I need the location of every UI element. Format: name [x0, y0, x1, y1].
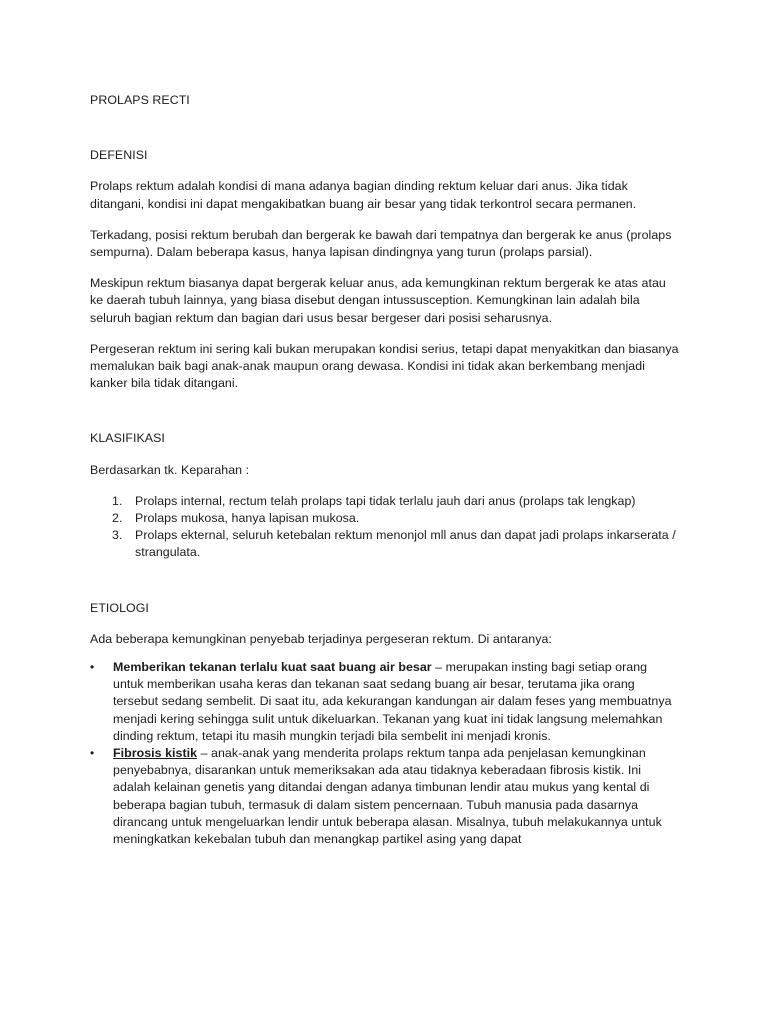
section-heading-etiologi: ETIOLOGI — [90, 600, 149, 615]
document-title: PROLAPS RECTI — [90, 93, 190, 107]
etiologi-term-fibrosis-link[interactable]: Fibrosis kistik — [113, 746, 198, 761]
definisi-paragraph-1: Prolaps rektum adalah kondisi di mana adanya bagian dinding rektum keluar dari anus. Jika tidak ditangani, kondisi ini dapat mengakibatkan buang air besar yang tidak terkontrol secara permanen. — [90, 179, 637, 211]
section-heading-definisi: DEFENISI — [90, 148, 148, 163]
etiologi-description-fibrosis: – anak-anak yang menderita prolaps rektum tanpa ada penjelasan kemungkinan penyebabnya, disarankan untuk memeriksakan ada atau tidaknya keberadaan fibrosis kistik. Ini adalah kelainan genetis yang ditandai dengan adanya timbunan lendir atau mukus yang kental di beberapa bagian tubuh, termasuk di dalam sistem pencernaan. Tubuh manusia pada dasarnya dirancang untuk mengeluarkan lendir untuk beberapa alasan. Misalnya, tubuh melakukannya untuk meningkatkan kekebalan tubuh dan menangkap partikel asing yang dapat — [113, 746, 662, 847]
list-item — [90, 527, 680, 561]
definisi-paragraph-3: Meskipun rektum biasanya dapat bergerak keluar anus, ada kemungkinan rektum bergerak ke atas atau ke daerah tubuh lainnya, yang biasa disebut dengan intussusception. Kemungkinan lain adalah bila seluruh bagian rektum dan bagian dari usus besar bergeser dari posisi seharusnya. — [90, 276, 666, 325]
document-content — [90, 92, 680, 848]
etiologi-description-tekanan: – merupakan insting bagi setiap orang untuk memberikan usaha keras dan tekanan saat sedang buang air besar, terutama jika orang tersebut sedang sembelit. Di saat itu, ada kekurangan kandungan air dalam feses yang membuatnya menjadi kering sehingga sulit untuk dikeluarkan. Tekanan yang kuat ini tidak langsung melemahkan dinding rektum, tetapi itu masih mungkin terjadi bila sembelit ini menjadi kronis. — [113, 660, 672, 743]
definisi-paragraph-2: Terkadang, posisi rektum berubah dan bergerak ke bawah dari tempatnya dan bergerak ke anus (prolaps sempurna). Dalam beberapa kasus, hanya lapisan dindingnya yang turun (prolaps parsial). — [90, 227, 672, 260]
list-item-number: 2. — [112, 511, 123, 526]
list-item — [90, 493, 680, 510]
bullet-icon: • — [90, 660, 95, 675]
etiologi-intro: Ada beberapa kemungkinan penyebab terjadinya pergeseran rektum. Di antaranya: — [90, 631, 552, 646]
section-heading-klasifikasi: KLASIFIKASI — [90, 431, 165, 446]
list-item — [90, 659, 680, 745]
etiologi-list — [90, 659, 680, 848]
bullet-icon: • — [90, 746, 95, 761]
definisi-paragraph-4: Pergeseran rektum ini sering kali bukan merupakan kondisi serius, tetapi dapat menyakitkan dan biasanya memalukan baik bagi anak-anak maupun orang dewasa. Kondisi ini tidak akan berkembang menjadi kanker bila tidak ditangani. — [90, 341, 679, 391]
list-item-number: 3. — [112, 528, 123, 543]
list-item-number: 1. — [112, 493, 123, 508]
list-item — [90, 510, 680, 527]
klasifikasi-list — [90, 493, 680, 562]
etiologi-term-tekanan: Memberikan tekanan terlalu kuat saat buang air besar — [113, 660, 432, 675]
list-item-text: Prolaps ekternal, seluruh ketebalan rektum menonjol mll anus dan dapat jadi prolaps inkarserata / strangulata. — [135, 528, 676, 560]
list-item-text: Prolaps mukosa, hanya lapisan mukosa. — [135, 511, 360, 526]
list-item-text: Prolaps internal, rectum telah prolaps tapi tidak terlalu jauh dari anus (prolaps tak lengkap) — [135, 493, 636, 508]
klasifikasi-intro: Berdasarkan tk. Keparahan : — [90, 462, 250, 477]
list-item — [90, 745, 680, 848]
